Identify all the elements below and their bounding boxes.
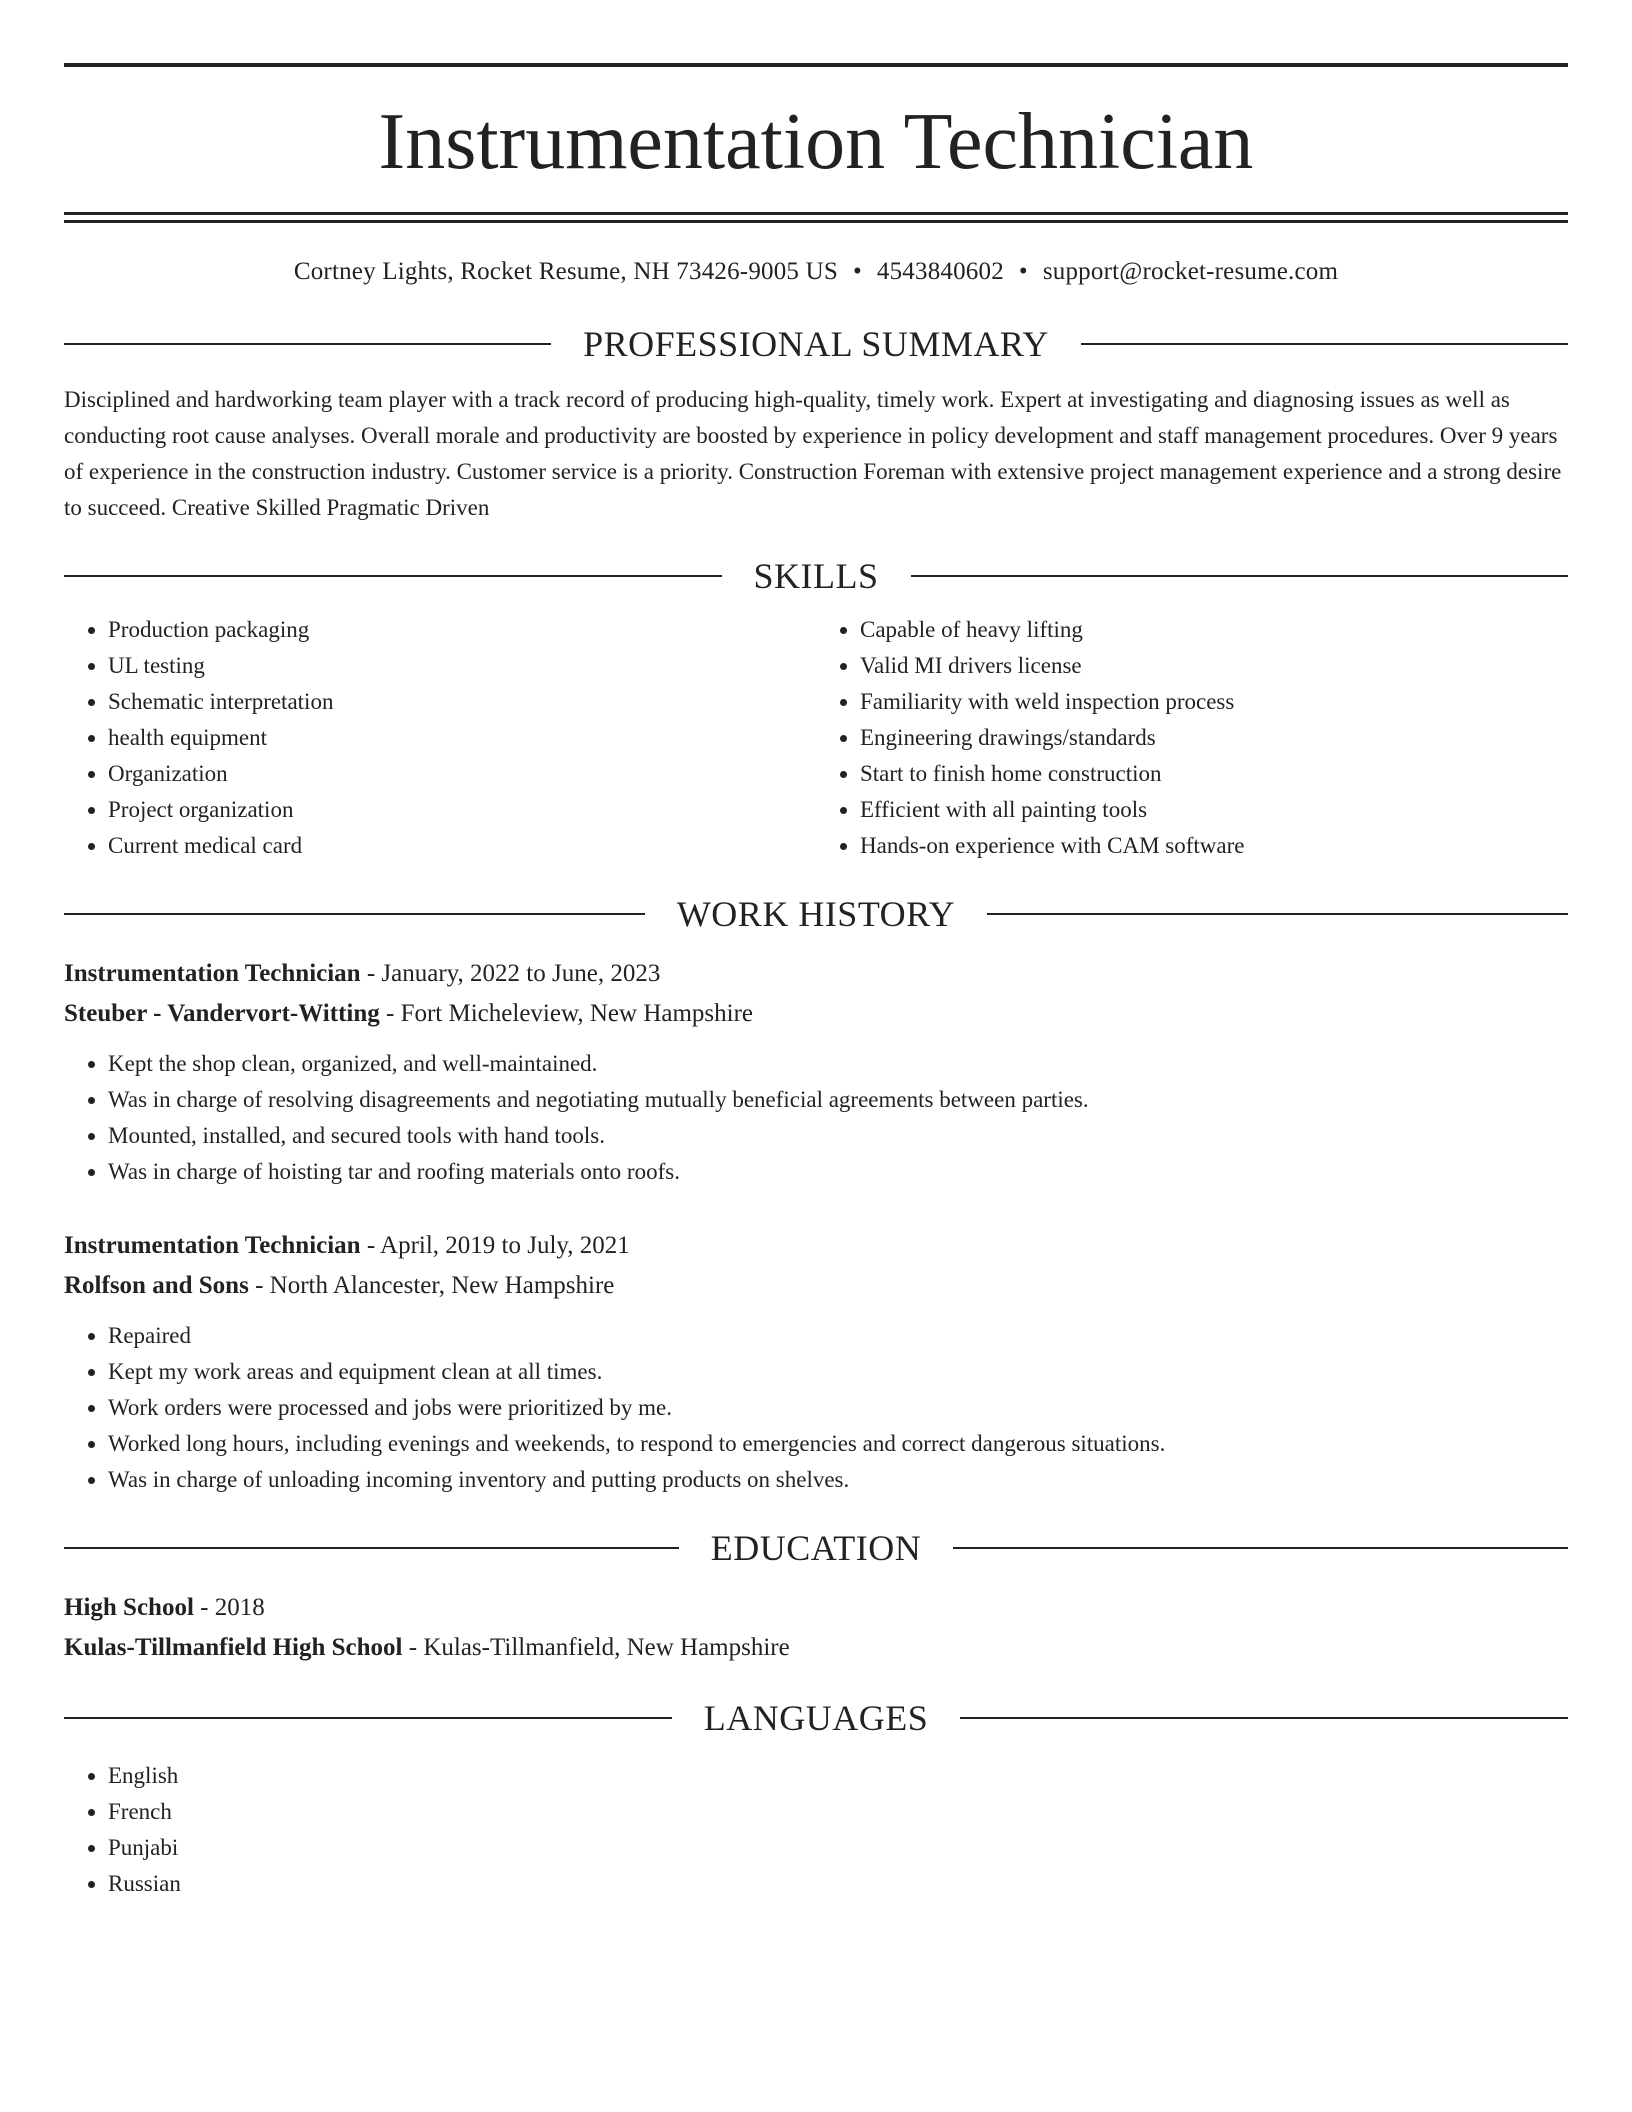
section-title-summary: PROFESSIONAL SUMMARY [583,324,1049,364]
language-item: • French [108,1794,1568,1830]
divider-line [64,1547,679,1549]
languages-list [64,1758,1568,1902]
section-header-skills [64,558,1568,594]
divider-line [64,575,722,577]
skill-item: • Current medical card [108,828,816,864]
job-bullet: • Repaired [108,1318,1568,1354]
divider-line [911,575,1569,577]
divider-line [960,1717,1568,1719]
skill-item: • Production packaging [108,612,816,648]
resume-title: Instrumentation Technician [378,98,1254,186]
job-title-line [64,954,1568,994]
languages-list-wrapper [64,1758,1568,1902]
section-title-languages: LANGUAGES [703,1698,929,1738]
education-school-line [64,1628,1568,1668]
education-degree-line [64,1588,1568,1628]
skill-item: • Valid MI drivers license [860,648,1568,684]
job-company: Steuber - Vandervort-Witting [64,1000,380,1027]
top-rule [64,63,1568,67]
job-bullets [64,1318,1568,1498]
contact-address: Cortney Lights, Rocket Resume, NH 73426-9005 US [293,258,838,285]
language-item: • English [108,1758,1568,1794]
skill-item: • Hands-on experience with CAM software [860,828,1568,864]
job-company: Rolfson and Sons [64,1272,249,1299]
skills-list-right [816,612,1568,864]
divider-line [64,343,551,345]
skill-item: • Efficient with all painting tools [860,792,1568,828]
section-title-work: WORK HISTORY [676,894,956,934]
job-title-line [64,1226,1568,1266]
skill-item: • Start to finish home construction [860,756,1568,792]
job-bullet: • Kept my work areas and equipment clean at all times. [108,1354,1568,1390]
skill-item: • UL testing [108,648,816,684]
job-dates: - January, 2022 to June, 2023 [360,960,661,987]
summary-text: Disciplined and hardworking team player with a track record of producing high-quality, timely work. Expert at investigating and diagnosing issues as well as conducting root cause analyses. Overall morale and productivity are boosted by experience in policy development and staff management procedures. Over 9 years of experience in the construction industry. Customer service is a priority. Construction Foreman with extensive project management experience and a strong desire to succeed. Creative Skilled Pragmatic Driven [64,387,1562,520]
divider-line [1081,343,1568,345]
language-item: • Russian [108,1866,1568,1902]
contact-phone: 4543840602 [876,258,1004,285]
job-bullet: • Work orders were processed and jobs were prioritized by me. [108,1390,1568,1426]
job-location: - North Alancester, New Hampshire [248,1272,615,1299]
skill-item: • Schematic interpretation [108,684,816,720]
job-title: Instrumentation Technician [64,1232,361,1259]
divider-line [64,913,645,915]
skill-item: • Capable of heavy lifting [860,612,1568,648]
skill-item: • Project organization [108,792,816,828]
skills-column-right [816,612,1568,864]
skill-item: • Familiarity with weld inspection process [860,684,1568,720]
job-bullet: • Was in charge of resolving disagreements and negotiating mutually beneficial agreements between parties. [108,1082,1568,1118]
section-header-summary [64,326,1568,362]
skills-list-left [64,612,816,864]
job-location: - Fort Micheleview, New Hampshire [379,1000,754,1027]
skills-column-left [64,612,816,864]
skill-item: • health equipment [108,720,816,756]
section-title-education: EDUCATION [710,1528,922,1568]
job-dates: - April, 2019 to July, 2021 [360,1232,630,1259]
job-bullets [64,1046,1568,1190]
contact-line [64,258,1568,286]
language-item: • Punjabi [108,1830,1568,1866]
job-company-line [64,1266,1568,1306]
education-entry [64,1588,1568,1668]
job-bullet: • Kept the shop clean, organized, and well-maintained. [108,1046,1568,1082]
job-bullet: • Worked long hours, including evenings and weekends, to respond to emergencies and correct dangerous situations. [108,1426,1568,1462]
divider-line [987,913,1568,915]
education-school: Kulas-Tillmanfield High School [64,1634,403,1661]
section-title-skills: SKILLS [753,556,879,596]
divider-line [64,1717,672,1719]
contact-separator: • [852,258,862,285]
job-entry [64,954,1568,1190]
section-header-work [64,896,1568,932]
education-year: - 2018 [193,1594,265,1621]
job-company-line [64,994,1568,1034]
job-entry [64,1226,1568,1498]
job-title: Instrumentation Technician [64,960,361,987]
skill-item: • Organization [108,756,816,792]
job-bullet: • Mounted, installed, and secured tools with hand tools. [108,1118,1568,1154]
contact-separator: • [1018,258,1028,285]
education-degree: High School [64,1594,194,1621]
education-location: - Kulas-Tillmanfield, New Hampshire [402,1634,790,1661]
job-bullet: • Was in charge of hoisting tar and roofing materials onto roofs. [108,1154,1568,1190]
skill-item: • Engineering drawings/standards [860,720,1568,756]
contact-email: support@rocket-resume.com [1042,258,1339,285]
job-bullet: • Was in charge of unloading incoming inventory and putting products on shelves. [108,1462,1568,1498]
divider-line [953,1547,1568,1549]
section-header-education [64,1530,1568,1566]
section-header-languages [64,1700,1568,1736]
skills-grid [64,612,1568,864]
title-double-rule [64,212,1568,223]
